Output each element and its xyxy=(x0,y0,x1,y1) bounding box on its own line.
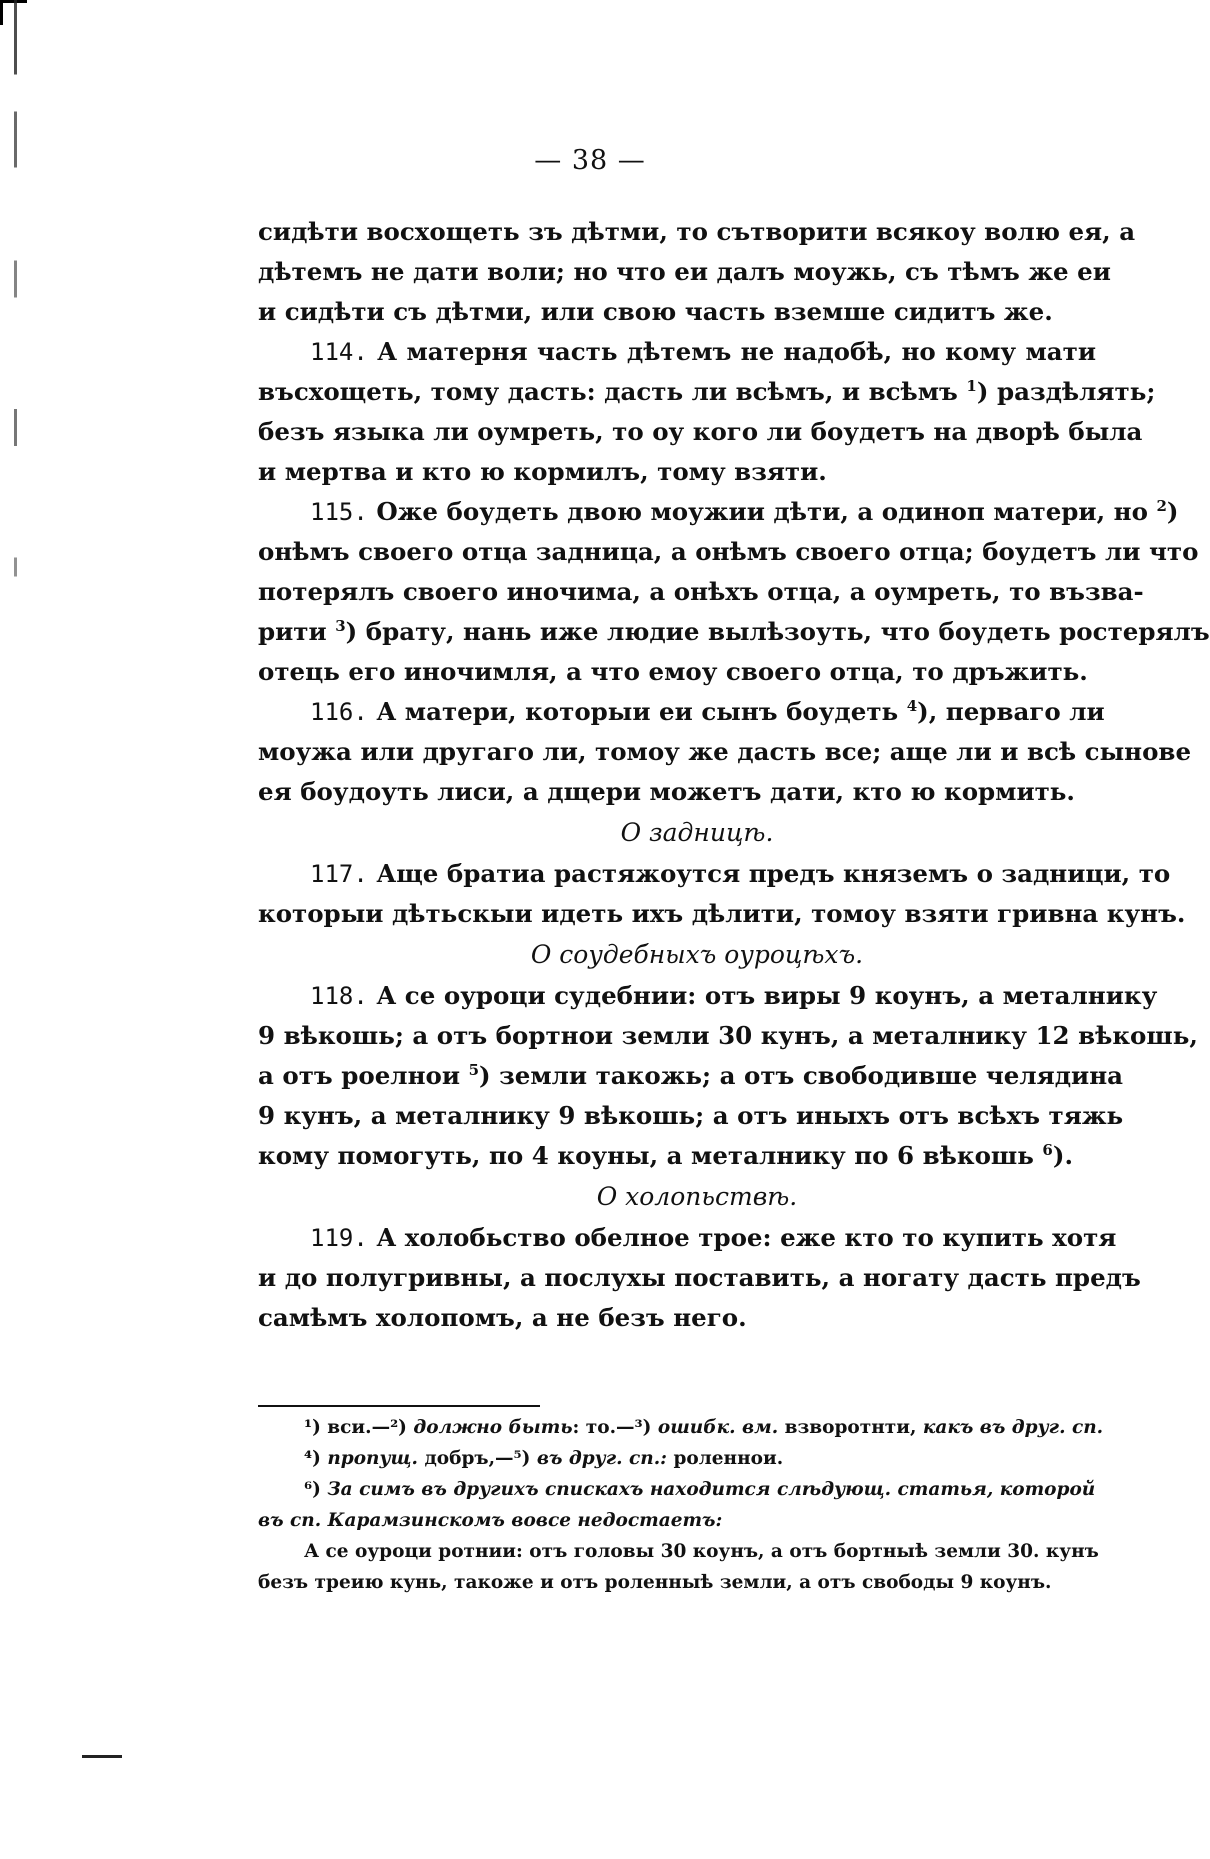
footnote-ref: 5 xyxy=(468,1061,479,1079)
text-span: взворотнти, xyxy=(784,1417,917,1438)
section-heading: О холопьствѣ. xyxy=(596,1182,798,1211)
text-line: и сидѣти съ дѣтми, или свою часть вземше сидитъ же. xyxy=(258,297,1053,326)
text-span: ) xyxy=(1166,497,1179,526)
article-119-line-2: и до полугривны, а послухы поставить, а ногату дасть предъ xyxy=(258,1263,1141,1292)
footnote-4-5 xyxy=(258,1443,1096,1474)
text-span: За симъ въ другихъ спискахъ находится слѣдующ. статья, которой xyxy=(327,1479,1096,1500)
article-116-line-2: моужа или другаго ли, томоу же дасть все; аще ли и всѣ сынове xyxy=(258,737,1192,766)
article-number: 118. xyxy=(310,982,368,1010)
article-number: 115. xyxy=(310,498,368,526)
article-118-line-1 xyxy=(258,976,1158,1016)
footnote-6 xyxy=(258,1474,1096,1505)
text-span: пропущ. xyxy=(327,1448,418,1469)
scan-dash-artifact xyxy=(82,1755,122,1758)
text-span: А матери, которыи еи сынъ боудеть xyxy=(376,697,899,726)
article-115-line-2: онѣмъ своего отца задница, а онѣмъ своего отца; боудетъ ли что xyxy=(258,537,1199,566)
section-heading: О задницѣ. xyxy=(620,818,774,847)
article-115-line-3: потерялъ своего иночима, а онѣхъ отца, а оумреть, то възва- xyxy=(258,577,1144,606)
text-span: должно быть xyxy=(413,1417,573,1438)
article-114-line-4: и мертва и кто ю кормилъ, тому взяти. xyxy=(258,457,827,486)
article-118-line-3 xyxy=(258,1056,1124,1096)
footnote-1-3 xyxy=(258,1412,1104,1443)
article-117-line-1 xyxy=(258,854,1171,894)
text-span: а отъ роелнои xyxy=(258,1061,461,1090)
text-span: А холобьство обелное трое: еже кто то купить хотя xyxy=(376,1223,1117,1252)
footnote-ref: 3 xyxy=(335,617,346,635)
text-span: А се оуроци судебнии: отъ виры 9 коунъ, а металнику xyxy=(376,981,1158,1010)
article-119-line-1 xyxy=(258,1218,1117,1258)
footnote-6-cont xyxy=(258,1505,1096,1536)
footnote-ref: 1 xyxy=(966,377,977,395)
footnotes xyxy=(258,1412,1104,1598)
page-number: — 38 — xyxy=(534,145,646,176)
text-span: ). xyxy=(1052,1141,1073,1170)
text-span: въсхощеть, тому дасть: дасть ли всѣмъ, и всѣмъ xyxy=(258,377,958,406)
text-span: добръ,—⁵) xyxy=(424,1448,531,1469)
article-119-line-3: самѣмъ холопомъ, а не безъ него. xyxy=(258,1303,747,1332)
article-116-line-3: ея боудоуть лиси, а дщери можетъ дати, кто ю кормить. xyxy=(258,777,1075,806)
text-span: роленнои. xyxy=(673,1448,784,1469)
text-line: сидѣти восхощеть зъ дѣтми, то сътворити всякоу волю ея, а xyxy=(258,217,1136,246)
section-heading: О соудебныхъ оуроцѣхъ. xyxy=(530,940,864,969)
footnote-ref: 6 xyxy=(1042,1141,1053,1159)
text-span: Аще братиа растяжоутся предъ княземъ о задници, то xyxy=(376,859,1171,888)
footnote-ref: 4 xyxy=(906,697,918,715)
text-span: кому помогуть, по 4 коуны, а металнику по 6 вѣкошь xyxy=(258,1141,1034,1170)
text-span: въ друг. сп.: xyxy=(536,1448,668,1469)
article-116-line-1 xyxy=(258,692,1105,732)
article-number: 119. xyxy=(310,1224,368,1252)
text-span: ), перваго ли xyxy=(917,697,1105,726)
text-span: какъ въ друг. сп. xyxy=(922,1417,1104,1438)
footnote-ref: 2 xyxy=(1156,497,1167,515)
text-span: ) раздѣлять; xyxy=(976,377,1156,406)
article-114-line-1 xyxy=(258,332,1096,372)
text-span: ) брату, нань иже людие вылѣзоуть, что боудеть ростерялъ xyxy=(345,617,1210,646)
article-118-line-5 xyxy=(258,1136,1096,1176)
text-span: рити xyxy=(258,617,327,646)
text-span: Оже боудеть двою моужии дѣти, а одиноп матери, но xyxy=(376,497,1148,526)
text-span: ошибк. вм. xyxy=(657,1417,779,1438)
article-118-line-4: 9 кунъ, а металнику 9 вѣкошь; а отъ иныхъ отъ всѣхъ тяжь xyxy=(258,1101,1124,1130)
text-span: А матерня часть дѣтемъ не надобѣ, но кому мати xyxy=(377,337,1096,366)
text-span: ⁶) xyxy=(304,1479,321,1500)
article-115-line-4 xyxy=(258,612,1210,652)
text-span: ) земли такожь; а отъ свободивше челядина xyxy=(479,1061,1124,1090)
article-118-line-2: 9 вѣкошь; а отъ бортнои земли 30 кунъ, а металнику 12 вѣкошь, xyxy=(258,1021,1198,1050)
article-114-line-3: безъ языка ли оумреть, то оу кого ли боудетъ на дворѣ была xyxy=(258,417,1143,446)
text-span: ⁴) xyxy=(304,1448,321,1469)
footnote-quote-line-1: А се оуроци ротнии: отъ головы 30 коунъ, а отъ бортныѣ земли 30. кунъ xyxy=(304,1541,1099,1562)
article-114-line-2 xyxy=(258,372,1156,412)
scan-edge-artifact xyxy=(14,0,17,1859)
article-115-line-5: отець его иночимля, а что емоу своего отца, то дръжить. xyxy=(258,657,1088,686)
article-number: 116. xyxy=(310,698,368,726)
article-number: 114. xyxy=(310,338,368,366)
article-115-line-1 xyxy=(258,492,1179,532)
text-span: въ сп. Карамзинскомъ вовсе недостаетъ: xyxy=(258,1510,723,1531)
footnote-quote-line-2: безъ треию кунь, такоже и отъ роленныѣ земли, а отъ свободы 9 коунъ. xyxy=(258,1572,1052,1593)
text-line: дѣтемъ не дати воли; но что еи далъ моужь, съ тѣмъ же еи xyxy=(258,257,1111,286)
article-117-line-2: которыи дѣтьскыи идеть ихъ дѣлити, томоу взяти гривна кунъ. xyxy=(258,899,1186,928)
footnote-divider xyxy=(258,1405,540,1407)
text-span: ¹) вси.—²) xyxy=(304,1417,407,1438)
article-number: 117. xyxy=(310,860,368,888)
text-span: : то.—³) xyxy=(572,1417,652,1438)
main-text xyxy=(258,212,1210,1338)
